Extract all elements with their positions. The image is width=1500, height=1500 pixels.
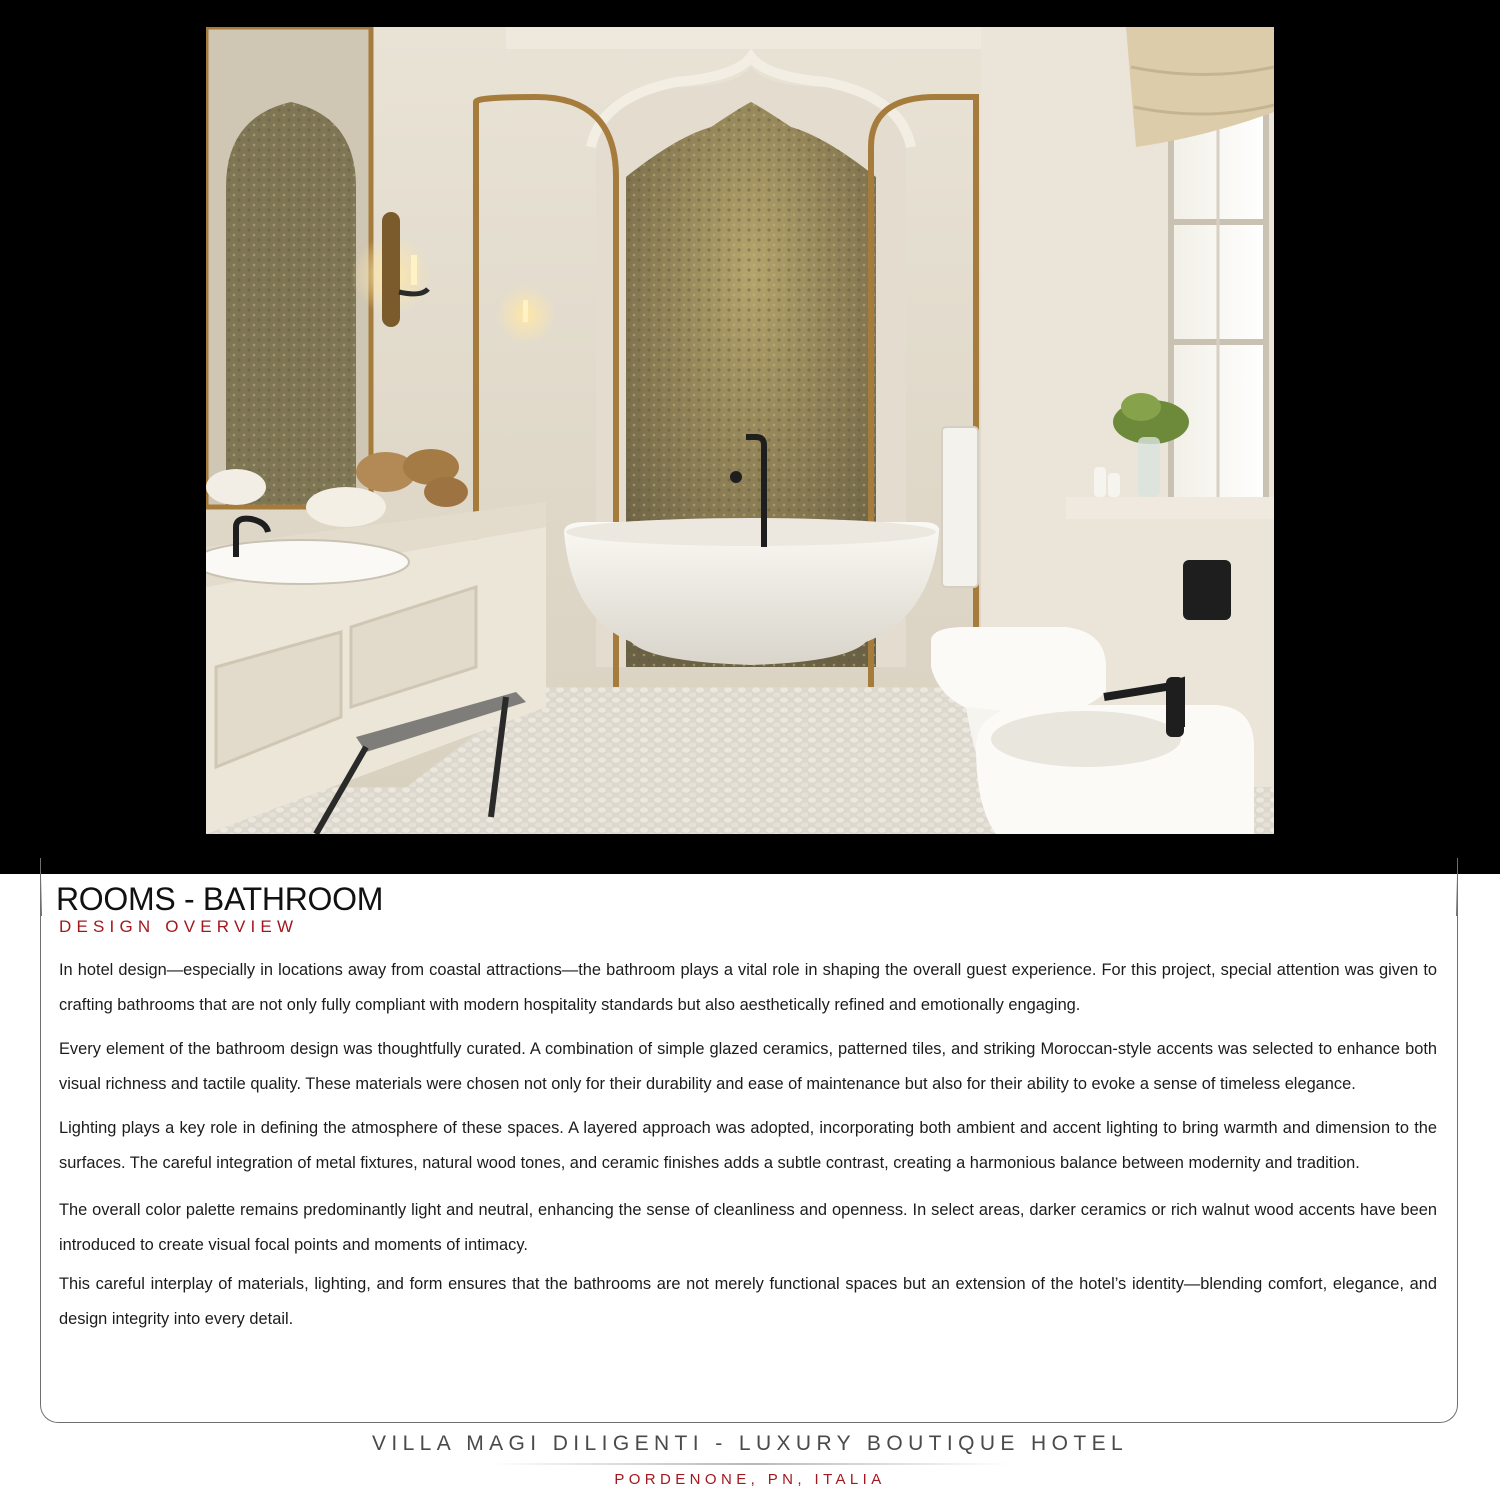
paragraph-intro: In hotel design—especially in locations away from coastal attractions—the bathroom plays a vital role in shaping the overall guest experience. For this project, special attention was given to crafting bathrooms that are not only fully compliant with modern hospitality standards but also aesthetically refined and emotionally engaging.: [59, 961, 1437, 1014]
page-title: ROOMS - BATHROOM: [56, 881, 384, 917]
paragraph-lighting: Lighting plays a key role in defining the atmosphere of these spaces. A layered approach was adopted, incorporating both ambient and accent lighting to bring warmth and dimension to the surfaces. The careful integration of metal fixtures, natural wood tones, and ceramic finishes adds a subtle contrast, creating a harmonious balance between modernity and tradition.: [59, 1119, 1437, 1172]
footer-location: PORDENONE, PN, ITALIA: [614, 1471, 886, 1488]
paragraph-materials: Every element of the bathroom design was thoughtfully curated. A combination of simple glazed ceramics, patterned tiles, and striking Moroccan-style accents was selected to enhance both visual richness and tactile quality. These materials were chosen not only for their durability and ease of maintenance but also for their ability to evoke a sense of timeless elegance.: [59, 1040, 1437, 1093]
footer-hotel-name: VILLA MAGI DILIGENTI - LUXURY BOUTIQUE HOTEL: [371, 1432, 1129, 1455]
page-subtitle: DESIGN OVERVIEW: [59, 917, 299, 936]
body-text: [59, 953, 1437, 1346]
paragraph-conclusion: This careful interplay of materials, lighting, and form ensures that the bathrooms are not merely functional spaces but an extension of the hotel’s identity—blending comfort, elegance, and design integrity into every detail.: [59, 1275, 1437, 1328]
paragraph-palette: The overall color palette remains predominantly light and neutral, enhancing the sense of cleanliness and openness. In select areas, darker ceramics or rich walnut wood accents have been introduced to create visual focal points and moments of intimacy.: [59, 1201, 1437, 1254]
footer-divider: [490, 1463, 1010, 1465]
bathroom-photo: [206, 27, 1274, 834]
